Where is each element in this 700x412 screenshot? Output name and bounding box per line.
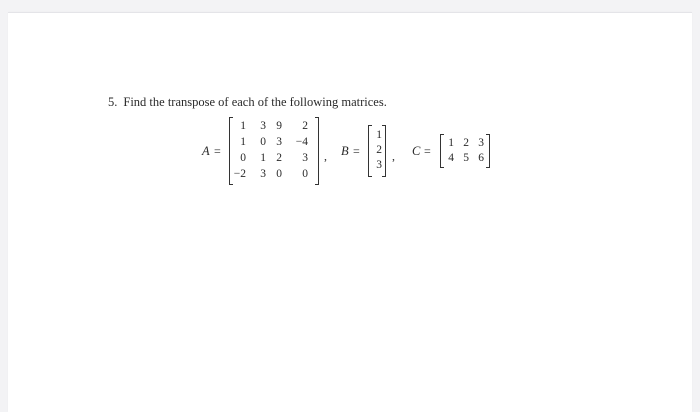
- matrix-b-cell: 2: [376, 144, 382, 156]
- matrix-a-cell: 0: [276, 168, 282, 180]
- matrix-b-equals: =: [353, 144, 360, 158]
- matrix-a-name: A: [202, 144, 210, 158]
- separator-comma: ,: [324, 149, 327, 163]
- matrix-c-cell: 1: [448, 137, 454, 149]
- problem-number: 5.: [108, 95, 118, 109]
- document-page: [8, 12, 692, 412]
- separator-comma: ,: [392, 149, 395, 163]
- matrix-a-cell: 2: [302, 120, 308, 132]
- matrix-a-cell: 2: [276, 152, 282, 164]
- matrix-a-cell: 1: [260, 152, 266, 164]
- matrix-a-cell: 3: [260, 120, 266, 132]
- matrix-b-cell: 3: [376, 159, 382, 171]
- matrix-b: [368, 125, 386, 177]
- matrix-a: [229, 117, 319, 185]
- problem-text: Find the transpose of each of the following matrices.: [123, 95, 387, 109]
- matrix-c: [440, 134, 490, 168]
- matrix-a-cell: 3: [276, 136, 282, 148]
- matrix-c-equals: =: [424, 144, 431, 158]
- matrix-a-equals: =: [214, 144, 221, 158]
- matrix-a-cell: 1: [240, 136, 246, 148]
- matrix-a-cell: 3: [260, 168, 266, 180]
- matrix-b-cell: 1: [376, 129, 382, 141]
- matrix-b-name: B: [341, 144, 349, 158]
- matrix-c-cell: 3: [478, 137, 484, 149]
- matrix-c-cell: 5: [463, 152, 469, 164]
- matrix-c-cell: 2: [463, 137, 469, 149]
- matrix-a-cell: 0: [302, 168, 308, 180]
- matrix-equations: [8, 13, 692, 412]
- matrix-c-name: C: [412, 144, 421, 158]
- matrix-a-cell: −4: [295, 136, 308, 148]
- matrix-a-cell: 9: [276, 120, 282, 132]
- matrix-a-cell: −2: [233, 168, 246, 180]
- matrix-a-cell: 1: [240, 120, 246, 132]
- matrix-c-cell: 4: [448, 152, 454, 164]
- matrix-a-cell: 0: [260, 136, 266, 148]
- matrix-a-cell: 3: [302, 152, 308, 164]
- matrix-a-cell: 0: [240, 152, 246, 164]
- matrix-c-cell: 6: [478, 152, 484, 164]
